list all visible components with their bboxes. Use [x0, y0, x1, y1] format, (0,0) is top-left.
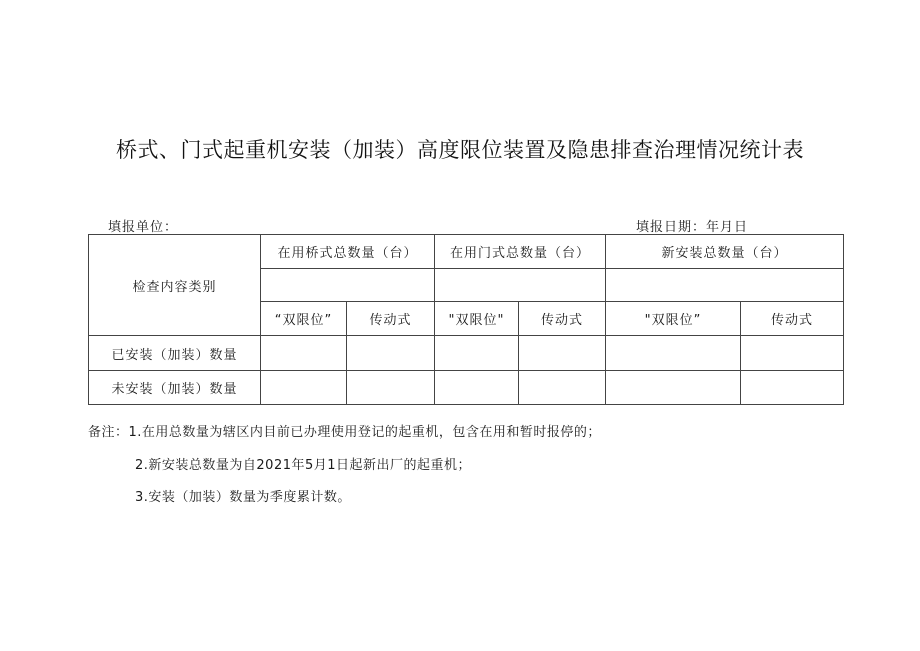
subheader-cell: "双限位” — [606, 302, 741, 336]
reporting-unit-label: 填报单位： — [108, 220, 179, 235]
data-cell[interactable] — [519, 336, 606, 371]
table-row — [89, 371, 844, 405]
data-cell[interactable] — [261, 336, 347, 371]
data-cell[interactable] — [741, 336, 844, 371]
subheader-cell: "双限位" — [435, 302, 519, 336]
data-cell[interactable] — [435, 371, 519, 405]
note-1: 备注：1.在用总数量为辖区内目前已办理使用登记的起重机，包含在用和暂时报停的； — [88, 425, 601, 440]
total-cell-new[interactable] — [606, 269, 844, 302]
data-cell[interactable] — [261, 371, 347, 405]
data-cell[interactable] — [347, 336, 435, 371]
subheader-cell: 传动式 — [741, 302, 844, 336]
statistics-table — [88, 234, 844, 405]
total-cell-gantry[interactable] — [435, 269, 606, 302]
data-cell[interactable] — [741, 371, 844, 405]
table-header-row — [89, 235, 844, 269]
data-cell[interactable] — [606, 371, 741, 405]
row-label-installed: 已安装（加装）数量 — [89, 336, 261, 371]
data-cell[interactable] — [435, 336, 519, 371]
data-cell[interactable] — [606, 336, 741, 371]
group-header-new: 新安装总数量（台） — [606, 235, 844, 269]
data-cell[interactable] — [347, 371, 435, 405]
total-cell-bridge[interactable] — [261, 269, 435, 302]
page-title: 桥式、门式起重机安装（加装）高度限位装置及隐患排查治理情况统计表 — [116, 138, 804, 162]
data-cell[interactable] — [519, 371, 606, 405]
row-label-not-installed: 未安装（加装）数量 — [89, 371, 261, 405]
subheader-cell: “双限位” — [261, 302, 347, 336]
subheader-cell: 传动式 — [519, 302, 606, 336]
group-header-bridge: 在用桥式总数量（台） — [261, 235, 435, 269]
note-2: 2.新安装总数量为自2021年5月1日起新出厂的起重机； — [135, 458, 472, 473]
table-row — [89, 336, 844, 371]
group-header-gantry: 在用门式总数量（台） — [435, 235, 606, 269]
category-header-cell: 检查内容类别 — [89, 235, 261, 336]
subheader-cell: 传动式 — [347, 302, 435, 336]
note-3: 3.安装（加装）数量为季度累计数。 — [135, 490, 351, 505]
reporting-date-label: 填报日期：年月日 — [636, 220, 749, 235]
